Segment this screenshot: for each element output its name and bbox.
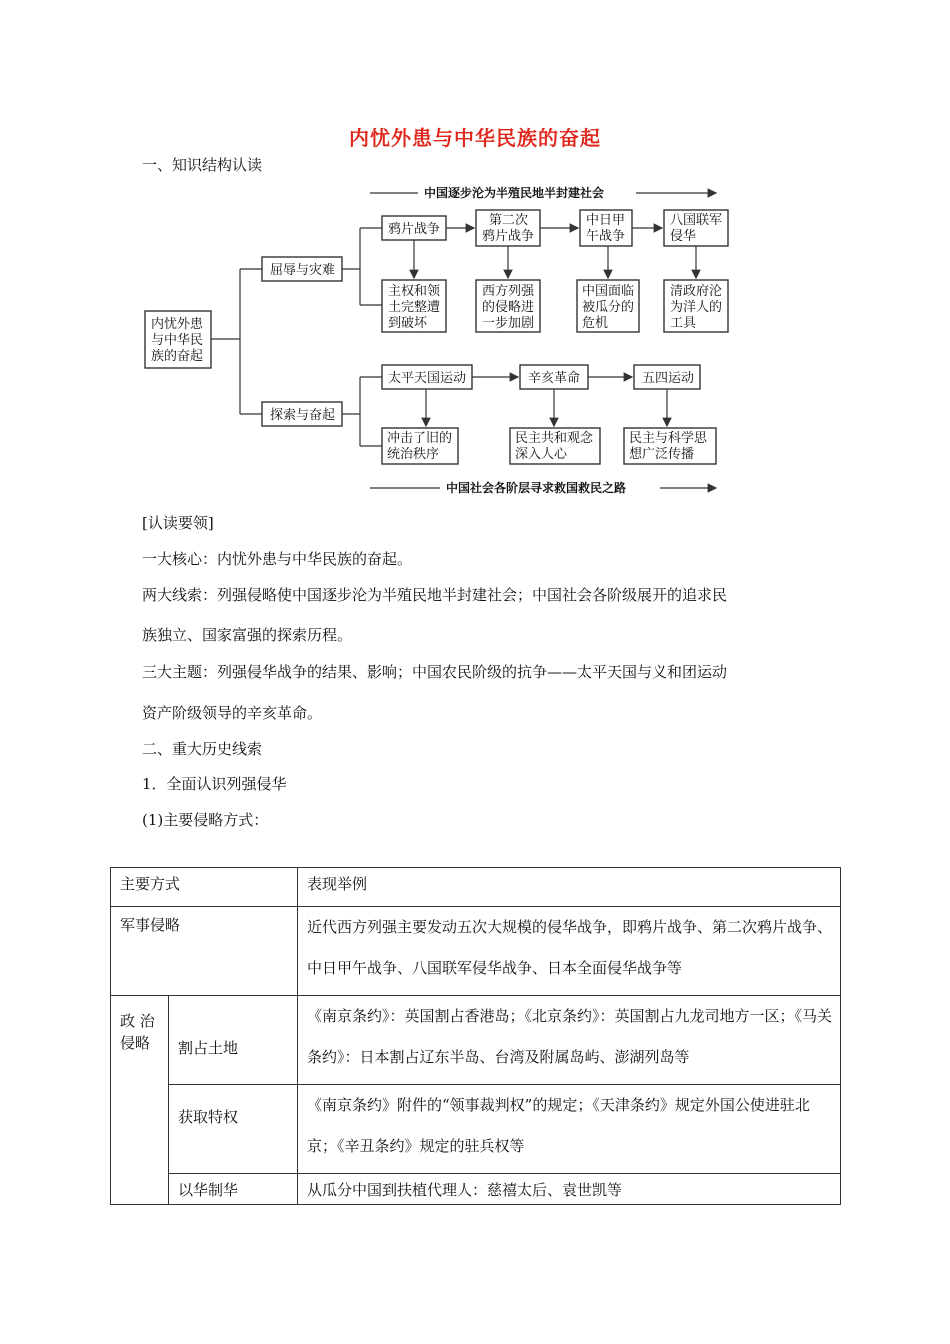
- movement-result-2-line-1: 民主共和观念: [515, 431, 594, 446]
- war-result-4-line-3: 工具: [670, 316, 697, 331]
- subheading-1: 1．全面认识列强侵华: [142, 775, 287, 793]
- cell-military-text: 近代西方列强主要发动五次大规模的侵华战争，即鸦片战争、第二次鸦片战争、中日甲午战争、八国联军侵华战争、日本全面侵华战争等: [298, 907, 841, 996]
- cell-military-label: 军事侵略: [111, 907, 298, 996]
- cell-proxy-label: 以华制华: [169, 1174, 298, 1205]
- table-row: [111, 1174, 841, 1205]
- header-cell-examples: 表现举例: [298, 868, 841, 907]
- root-line-2: 与中华民: [151, 333, 204, 348]
- bottom-flow-label: 中国社会各阶层寻求救国救民之路: [446, 481, 627, 495]
- lines-paragraph-1: 两大线索：列强侵略使中国逐步沦为半殖民地半封建社会；中国社会各阶级展开的追求民: [142, 586, 728, 604]
- war-result-1-line-2: 土完整遭: [388, 300, 441, 315]
- war-result-1-line-1: 主权和领: [388, 284, 441, 299]
- section-heading-2: 二、重大历史线索: [142, 740, 263, 758]
- knowledge-structure-diagram: [0, 0, 950, 510]
- cell-land-text: 《南京条约》：英国割占香港岛；《北京条约》：英国割占九龙司地方一区；《马关条约》：日本割占辽东半岛、台湾及附属岛屿、澎湖列岛等: [298, 996, 841, 1085]
- movement-2-label: 辛亥革命: [528, 371, 581, 386]
- page-title: 内忧外患与中华民族的奋起: [349, 126, 601, 150]
- movement-1-label: 太平天国运动: [388, 371, 467, 386]
- themes-paragraph-2: 资产阶级领导的辛亥革命。: [142, 704, 323, 722]
- political-label-line-1: 政 治: [120, 1012, 155, 1030]
- war-result-4-line-2: 为洋人的: [670, 300, 723, 315]
- section-heading-1: 一、知识结构认读: [142, 156, 263, 174]
- lines-paragraph-2: 族独立、国家富强的探索历程。: [142, 626, 353, 644]
- table-row: [111, 907, 841, 996]
- war-4-line-1: 八国联军: [670, 213, 723, 228]
- movement-result-2-line-2: 深入人心: [515, 447, 568, 462]
- subheading-1a: (1)主要侵略方式：: [142, 811, 269, 829]
- war-3-line-1: 中日甲: [586, 213, 626, 228]
- movement-result-1-line-2: 统治秩序: [387, 447, 440, 462]
- root-line-3: 族的奋起: [151, 349, 204, 364]
- core-line: 一大核心：内忧外患与中华民族的奋起。: [142, 550, 413, 568]
- war-result-3-line-3: 危机: [582, 316, 609, 331]
- movement-3-label: 五四运动: [642, 371, 695, 386]
- war-result-4-line-1: 清政府沦: [670, 284, 723, 299]
- branch-humiliation-label: 屈辱与灾难: [270, 263, 336, 278]
- table-row: [111, 1085, 841, 1174]
- themes-paragraph-1: 三大主题：列强侵华战争的结果、影响；中国农民阶级的抗争——太平天国与义和团运动: [142, 663, 728, 681]
- header-cell-method: 主要方式: [111, 868, 298, 907]
- cell-privilege-text: 《南京条约》附件的“领事裁判权”的规定；《天津条约》规定外国公使进驻北京；《辛丑条约》规定的驻兵权等: [298, 1085, 841, 1174]
- branch-exploration-label: 探索与奋起: [270, 408, 336, 423]
- root-line-1: 内忧外患: [151, 317, 204, 332]
- cell-land-label: 割占土地: [169, 996, 298, 1085]
- war-result-3-line-2: 被瓜分的: [582, 300, 635, 315]
- invasion-methods-table: [110, 867, 841, 1205]
- movement-result-3-line-1: 民主与科学思: [629, 431, 708, 446]
- war-result-2-line-1: 西方列强: [482, 284, 535, 299]
- table-row: [111, 996, 841, 1085]
- war-2-line-2: 鸦片战争: [482, 229, 535, 244]
- war-1-label: 鸦片战争: [388, 222, 441, 237]
- war-result-2-line-3: 一步加剧: [482, 316, 535, 331]
- political-label-line-2: 侵略: [120, 1034, 151, 1052]
- top-flow-label: 中国逐步沦为半殖民地半封建社会: [424, 186, 605, 200]
- cell-political-label: [111, 996, 169, 1205]
- notes-heading: [认读要领]: [142, 514, 214, 532]
- table-header-row: [111, 868, 841, 907]
- war-result-1-line-3: 到破坏: [388, 316, 428, 331]
- war-result-2-line-2: 的侵略进: [482, 300, 535, 315]
- movement-result-1-line-1: 冲击了旧的: [387, 431, 453, 446]
- war-result-3-line-1: 中国面临: [582, 284, 635, 299]
- movement-result-3-line-2: 想广泛传播: [629, 447, 695, 462]
- war-2-line-1: 第二次: [489, 213, 529, 228]
- war-4-line-2: 侵华: [670, 229, 697, 244]
- cell-privilege-label: 获取特权: [169, 1085, 298, 1174]
- cell-proxy-text: 从瓜分中国到扶植代理人：慈禧太后、袁世凯等: [298, 1174, 841, 1205]
- war-3-line-2: 午战争: [586, 229, 626, 244]
